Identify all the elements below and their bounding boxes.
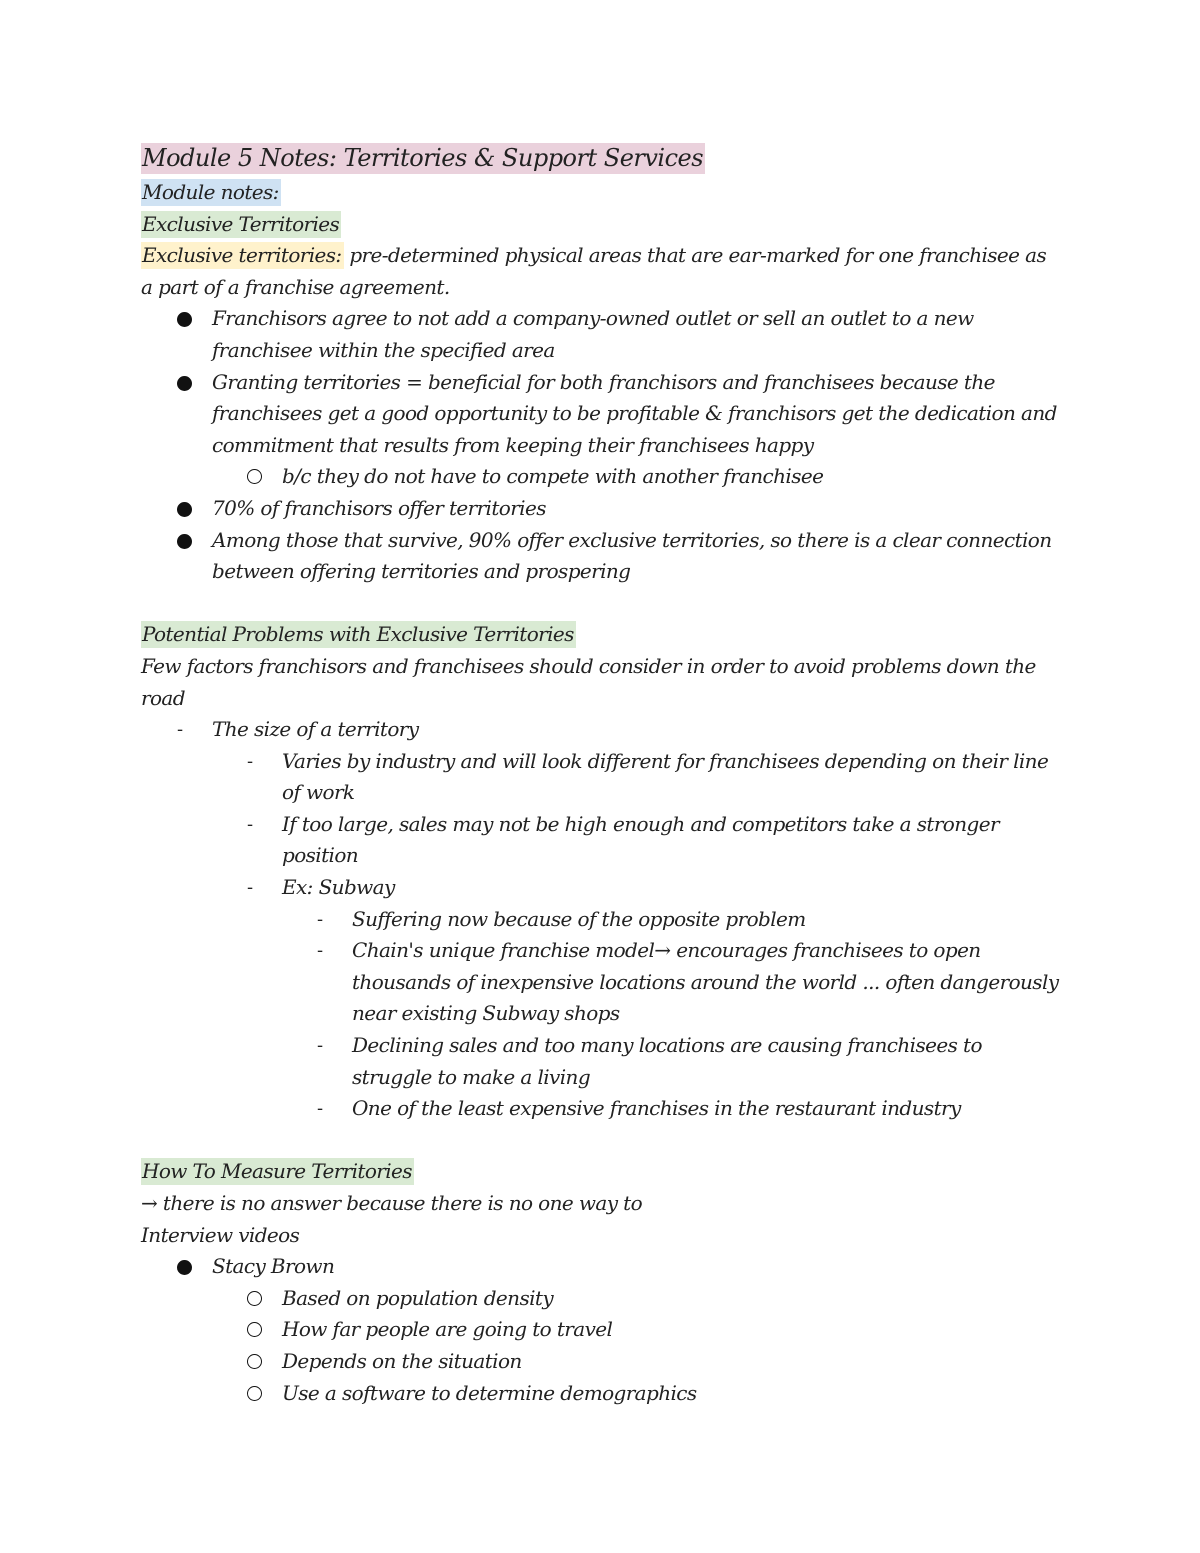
- dash-icon: -: [247, 877, 253, 899]
- subway-point-text: Chain's unique franchise model→ encourages franchisees to open thousands of inexpensive locations around the world ... often dangerously near existing Subway shops: [352, 938, 1059, 1026]
- problems-list: [141, 714, 1061, 1125]
- subway-point: [141, 1093, 1061, 1125]
- definition-term: Exclusive territories:: [142, 243, 342, 268]
- bullet-disc-icon: [177, 1251, 192, 1285]
- bullet-disc-icon: [177, 493, 192, 527]
- subway-point-text: Declining sales and too many locations are causing franchisees to struggle to make a living: [352, 1033, 982, 1089]
- interview-videos-label: Interview videos: [141, 1222, 300, 1247]
- interview-list: [141, 1251, 1061, 1409]
- exclusive-territories-list: [141, 303, 1061, 587]
- subway-point-text: Suffering now because of the opposite problem: [352, 906, 806, 931]
- measure-answer: → there is no answer because there is no one way to: [141, 1191, 643, 1215]
- sub-list-item: [141, 1346, 1061, 1378]
- module-notes-label: [141, 177, 1061, 209]
- section-heading-potential-problems: [141, 619, 1061, 651]
- sub-list-item: [141, 461, 1061, 493]
- list-item: [141, 303, 1061, 366]
- spacer: [141, 588, 1061, 620]
- definition-paragraph: [141, 240, 1061, 303]
- sub-list-item: [141, 746, 1061, 809]
- list-item-text: Stacy Brown: [212, 1254, 335, 1279]
- sub-list-item-text: Based on population density: [282, 1285, 554, 1310]
- dash-icon: -: [317, 1098, 323, 1120]
- dash-icon: -: [317, 908, 323, 930]
- bullet-disc-icon: [177, 367, 192, 401]
- sub-list-item-text: If too large, sales may not be high enough and competitors take a stronger position: [282, 811, 999, 868]
- list-item-text: Among those that survive, 90% offer exclusive territories, so there is a clear connection between offering territories and prospering: [212, 527, 1052, 584]
- section-heading-text: How To Measure Territories: [142, 1159, 412, 1184]
- dash-icon: -: [247, 750, 253, 772]
- subway-point: [141, 935, 1061, 1030]
- sub-list-item-text: Use a software to determine demographics: [282, 1380, 697, 1405]
- list-item: [141, 493, 1061, 525]
- dash-icon: -: [317, 940, 323, 962]
- sub-list-item: [141, 872, 1061, 904]
- dash-icon: -: [177, 719, 183, 741]
- sub-list-item-text: Varies by industry and will look different for franchisees depending on their line of work: [282, 748, 1049, 805]
- spacer: [141, 1125, 1061, 1157]
- sub-list-item-text: Ex: Subway: [282, 875, 395, 900]
- subway-point-text: One of the least expensive franchises in the restaurant industry: [352, 1096, 961, 1121]
- subway-point: [141, 904, 1061, 936]
- sub-list-item: [141, 1378, 1061, 1410]
- bullet-circle-icon: [247, 1346, 262, 1379]
- sub-list-item-text: How far people are going to travel: [282, 1317, 613, 1342]
- section-heading-text: Potential Problems with Exclusive Territories: [142, 622, 574, 647]
- title-text: Module 5 Notes: Territories & Support Services: [142, 144, 704, 172]
- list-item-text: 70% of franchisors offer territories: [212, 495, 546, 520]
- list-item-text: Franchisors agree to not add a company-owned outlet or sell an outlet to a new franchisee within the specified area: [212, 306, 974, 362]
- sub-list-item-text: Depends on the situation: [282, 1348, 522, 1373]
- list-item-text: The size of a territory: [212, 717, 419, 742]
- section-heading-exclusive-territories: [141, 209, 1061, 241]
- definition-text: pre-determined physical areas that are ear-marked for one franchisee as a part of a franchise agreement.: [141, 243, 1047, 299]
- sub-list-item: [141, 1283, 1061, 1315]
- list-item: [141, 525, 1061, 588]
- sub-list-item: [141, 809, 1061, 872]
- list-item-text: Granting territories = beneficial for both franchisors and franchisees because the franchisees get a good opportunity to be profitable & franchisors get the dedication and commitment that results from keeping their franchisees happy: [212, 369, 1057, 457]
- bullet-circle-icon: [247, 1283, 262, 1316]
- sub-list-item-text: b/c they do not have to compete with another franchisee: [282, 464, 824, 489]
- bullet-disc-icon: [177, 525, 192, 559]
- section-heading-measure-territories: [141, 1156, 1061, 1188]
- bullet-circle-icon: [247, 1314, 262, 1347]
- document-body: [141, 140, 1061, 1409]
- list-item: [141, 714, 1061, 746]
- bullet-disc-icon: [177, 303, 192, 337]
- list-item: [141, 1251, 1061, 1283]
- list-item: [141, 367, 1061, 462]
- module-notes-text: Module notes:: [142, 180, 279, 204]
- dash-icon: -: [317, 1035, 323, 1057]
- section-intro: Few factors franchisors and franchisees should consider in order to avoid problems down the road: [141, 653, 1036, 710]
- sub-list-item: [141, 1314, 1061, 1346]
- dash-icon: -: [247, 813, 253, 835]
- page-title: [141, 140, 1061, 176]
- subway-point: [141, 1030, 1061, 1093]
- bullet-circle-icon: [247, 1378, 262, 1411]
- section-heading-text: Exclusive Territories: [142, 211, 340, 236]
- bullet-circle-icon: [247, 461, 262, 494]
